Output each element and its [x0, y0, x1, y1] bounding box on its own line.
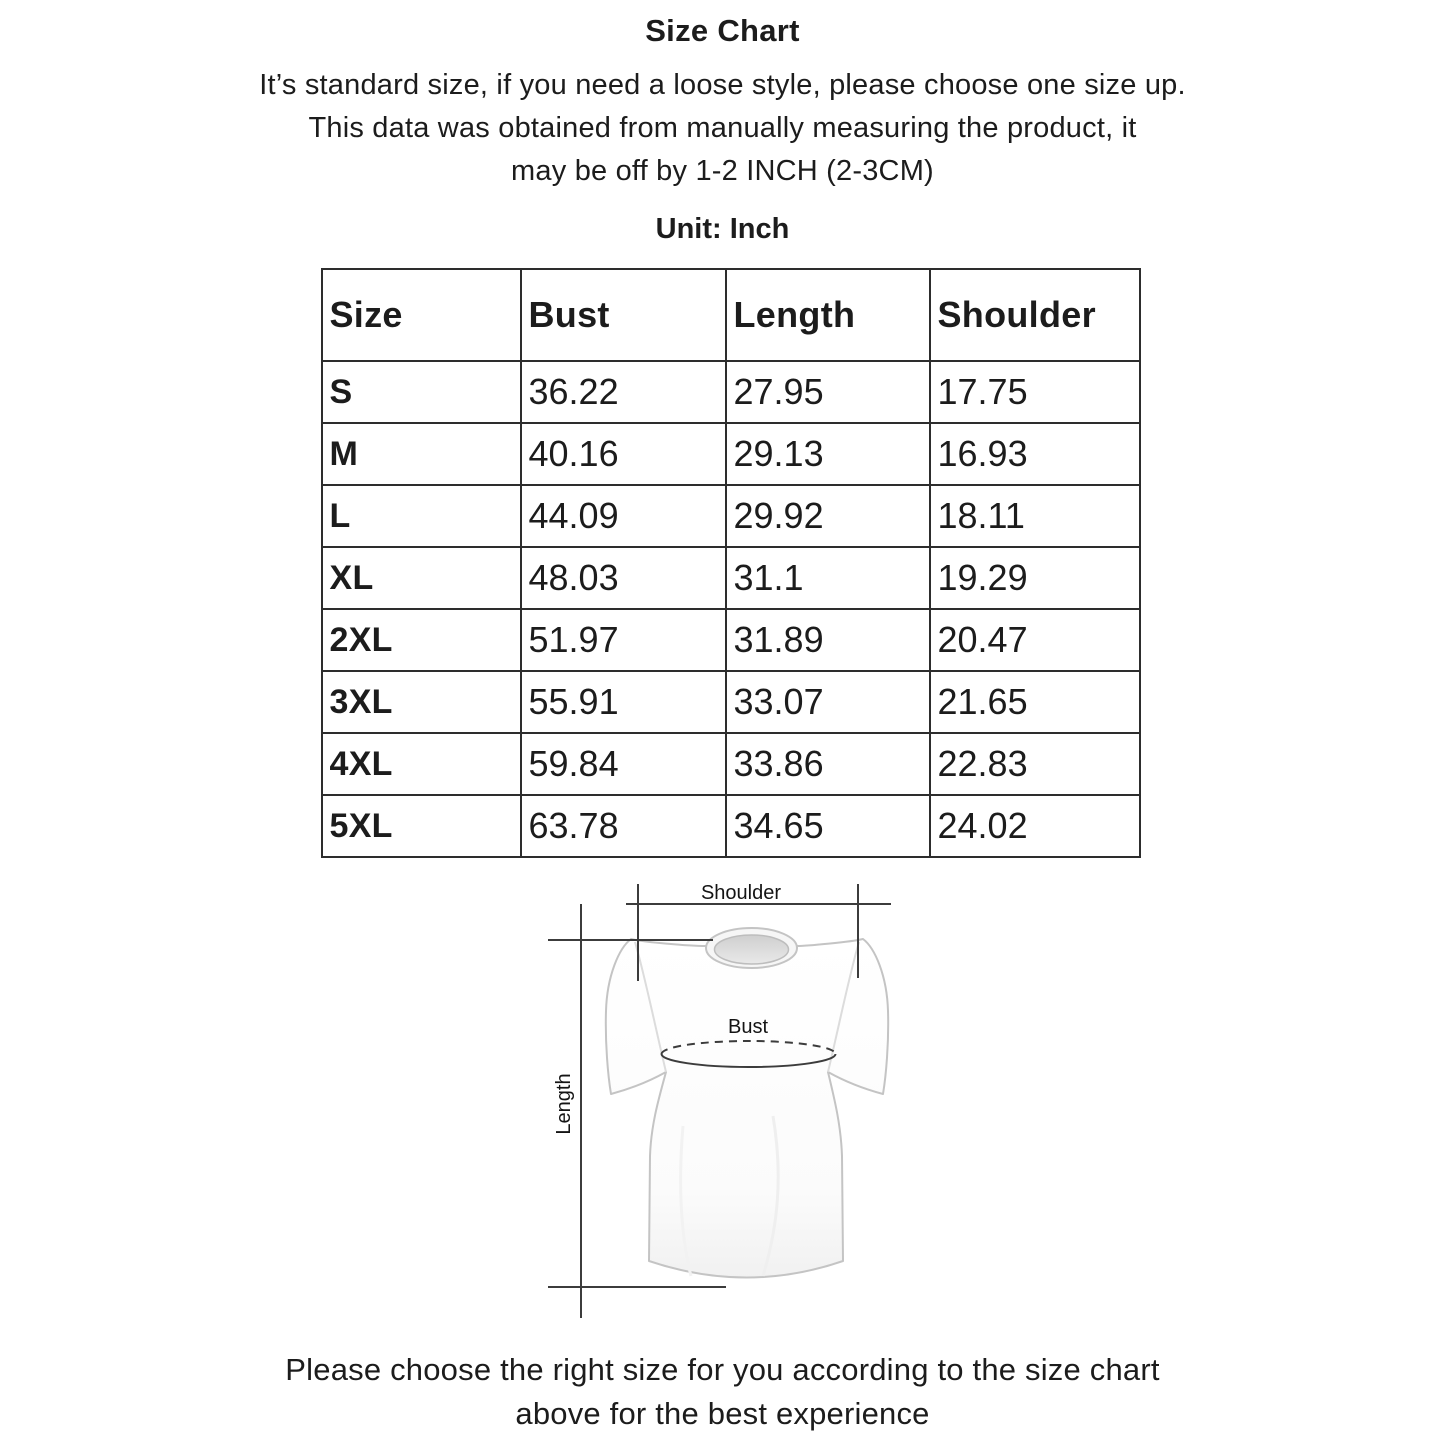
cell-size: 3XL — [322, 671, 521, 733]
cell-bust: 59.84 — [521, 733, 726, 795]
shoulder-measure-label: Shoulder — [700, 882, 781, 904]
cell-bust: 40.16 — [521, 423, 726, 485]
cell-bust: 51.97 — [521, 609, 726, 671]
cell-size: 4XL — [322, 733, 521, 795]
intro-line-3: may be off by 1-2 INCH (2-3CM) — [511, 155, 934, 187]
intro-line-1: It’s standard size, if you need a loose style, please choose one size up. — [259, 69, 1186, 101]
col-header-bust: Bust — [521, 269, 726, 361]
table-row-2xl — [322, 609, 1140, 671]
collar-opening — [714, 935, 788, 964]
cell-size: L — [322, 485, 521, 547]
cell-bust: 63.78 — [521, 795, 726, 857]
cell-length: 34.65 — [726, 795, 930, 857]
cell-shoulder: 22.83 — [930, 733, 1140, 795]
cell-length: 29.92 — [726, 485, 930, 547]
table-header-row — [322, 269, 1140, 361]
intro-line-2: This data was obtained from manually measuring the product, it — [308, 112, 1137, 144]
cell-size: 2XL — [322, 609, 521, 671]
cell-bust: 36.22 — [521, 361, 726, 423]
cell-bust: 48.03 — [521, 547, 726, 609]
unit-label: Unit: Inch — [655, 213, 790, 245]
col-header-length: Length — [726, 269, 930, 361]
tshirt-body — [605, 939, 887, 1278]
col-header-size: Size — [322, 269, 521, 361]
cell-length: 29.13 — [726, 423, 930, 485]
cell-bust: 44.09 — [521, 485, 726, 547]
cell-shoulder: 21.65 — [930, 671, 1140, 733]
table-row-4xl — [322, 733, 1140, 795]
cell-length: 31.89 — [726, 609, 930, 671]
table-row-l — [322, 485, 1140, 547]
cell-length: 33.07 — [726, 671, 930, 733]
col-header-shoulder: Shoulder — [930, 269, 1140, 361]
cell-shoulder: 16.93 — [930, 423, 1140, 485]
cell-size: 5XL — [322, 795, 521, 857]
cell-shoulder: 18.11 — [930, 485, 1140, 547]
page-title: Size Chart — [645, 13, 800, 48]
cell-shoulder: 20.47 — [930, 609, 1140, 671]
cell-shoulder: 17.75 — [930, 361, 1140, 423]
cell-size: XL — [322, 547, 521, 609]
tshirt-measurement-diagram — [523, 876, 923, 1326]
cell-length: 27.95 — [726, 361, 930, 423]
footer-line-2: above for the best experience — [515, 1396, 930, 1431]
size-table — [321, 268, 1141, 858]
tshirt-illustration — [605, 928, 887, 1278]
cell-length: 31.1 — [726, 547, 930, 609]
cell-shoulder: 24.02 — [930, 795, 1140, 857]
cell-size: M — [322, 423, 521, 485]
table-row-5xl — [322, 795, 1140, 857]
bust-measure-label: Bust — [727, 1016, 768, 1038]
cell-length: 33.86 — [726, 733, 930, 795]
footer-line-1: Please choose the right size for you according to the size chart — [285, 1352, 1160, 1387]
table-row-s — [322, 361, 1140, 423]
cell-bust: 55.91 — [521, 671, 726, 733]
table-row-m — [322, 423, 1140, 485]
intro-text — [259, 64, 1186, 193]
cell-size: S — [322, 361, 521, 423]
length-measure-label: Length — [552, 1073, 575, 1135]
cell-shoulder: 19.29 — [930, 547, 1140, 609]
footer-note — [285, 1348, 1159, 1436]
table-row-3xl — [322, 671, 1140, 733]
table-row-xl — [322, 547, 1140, 609]
